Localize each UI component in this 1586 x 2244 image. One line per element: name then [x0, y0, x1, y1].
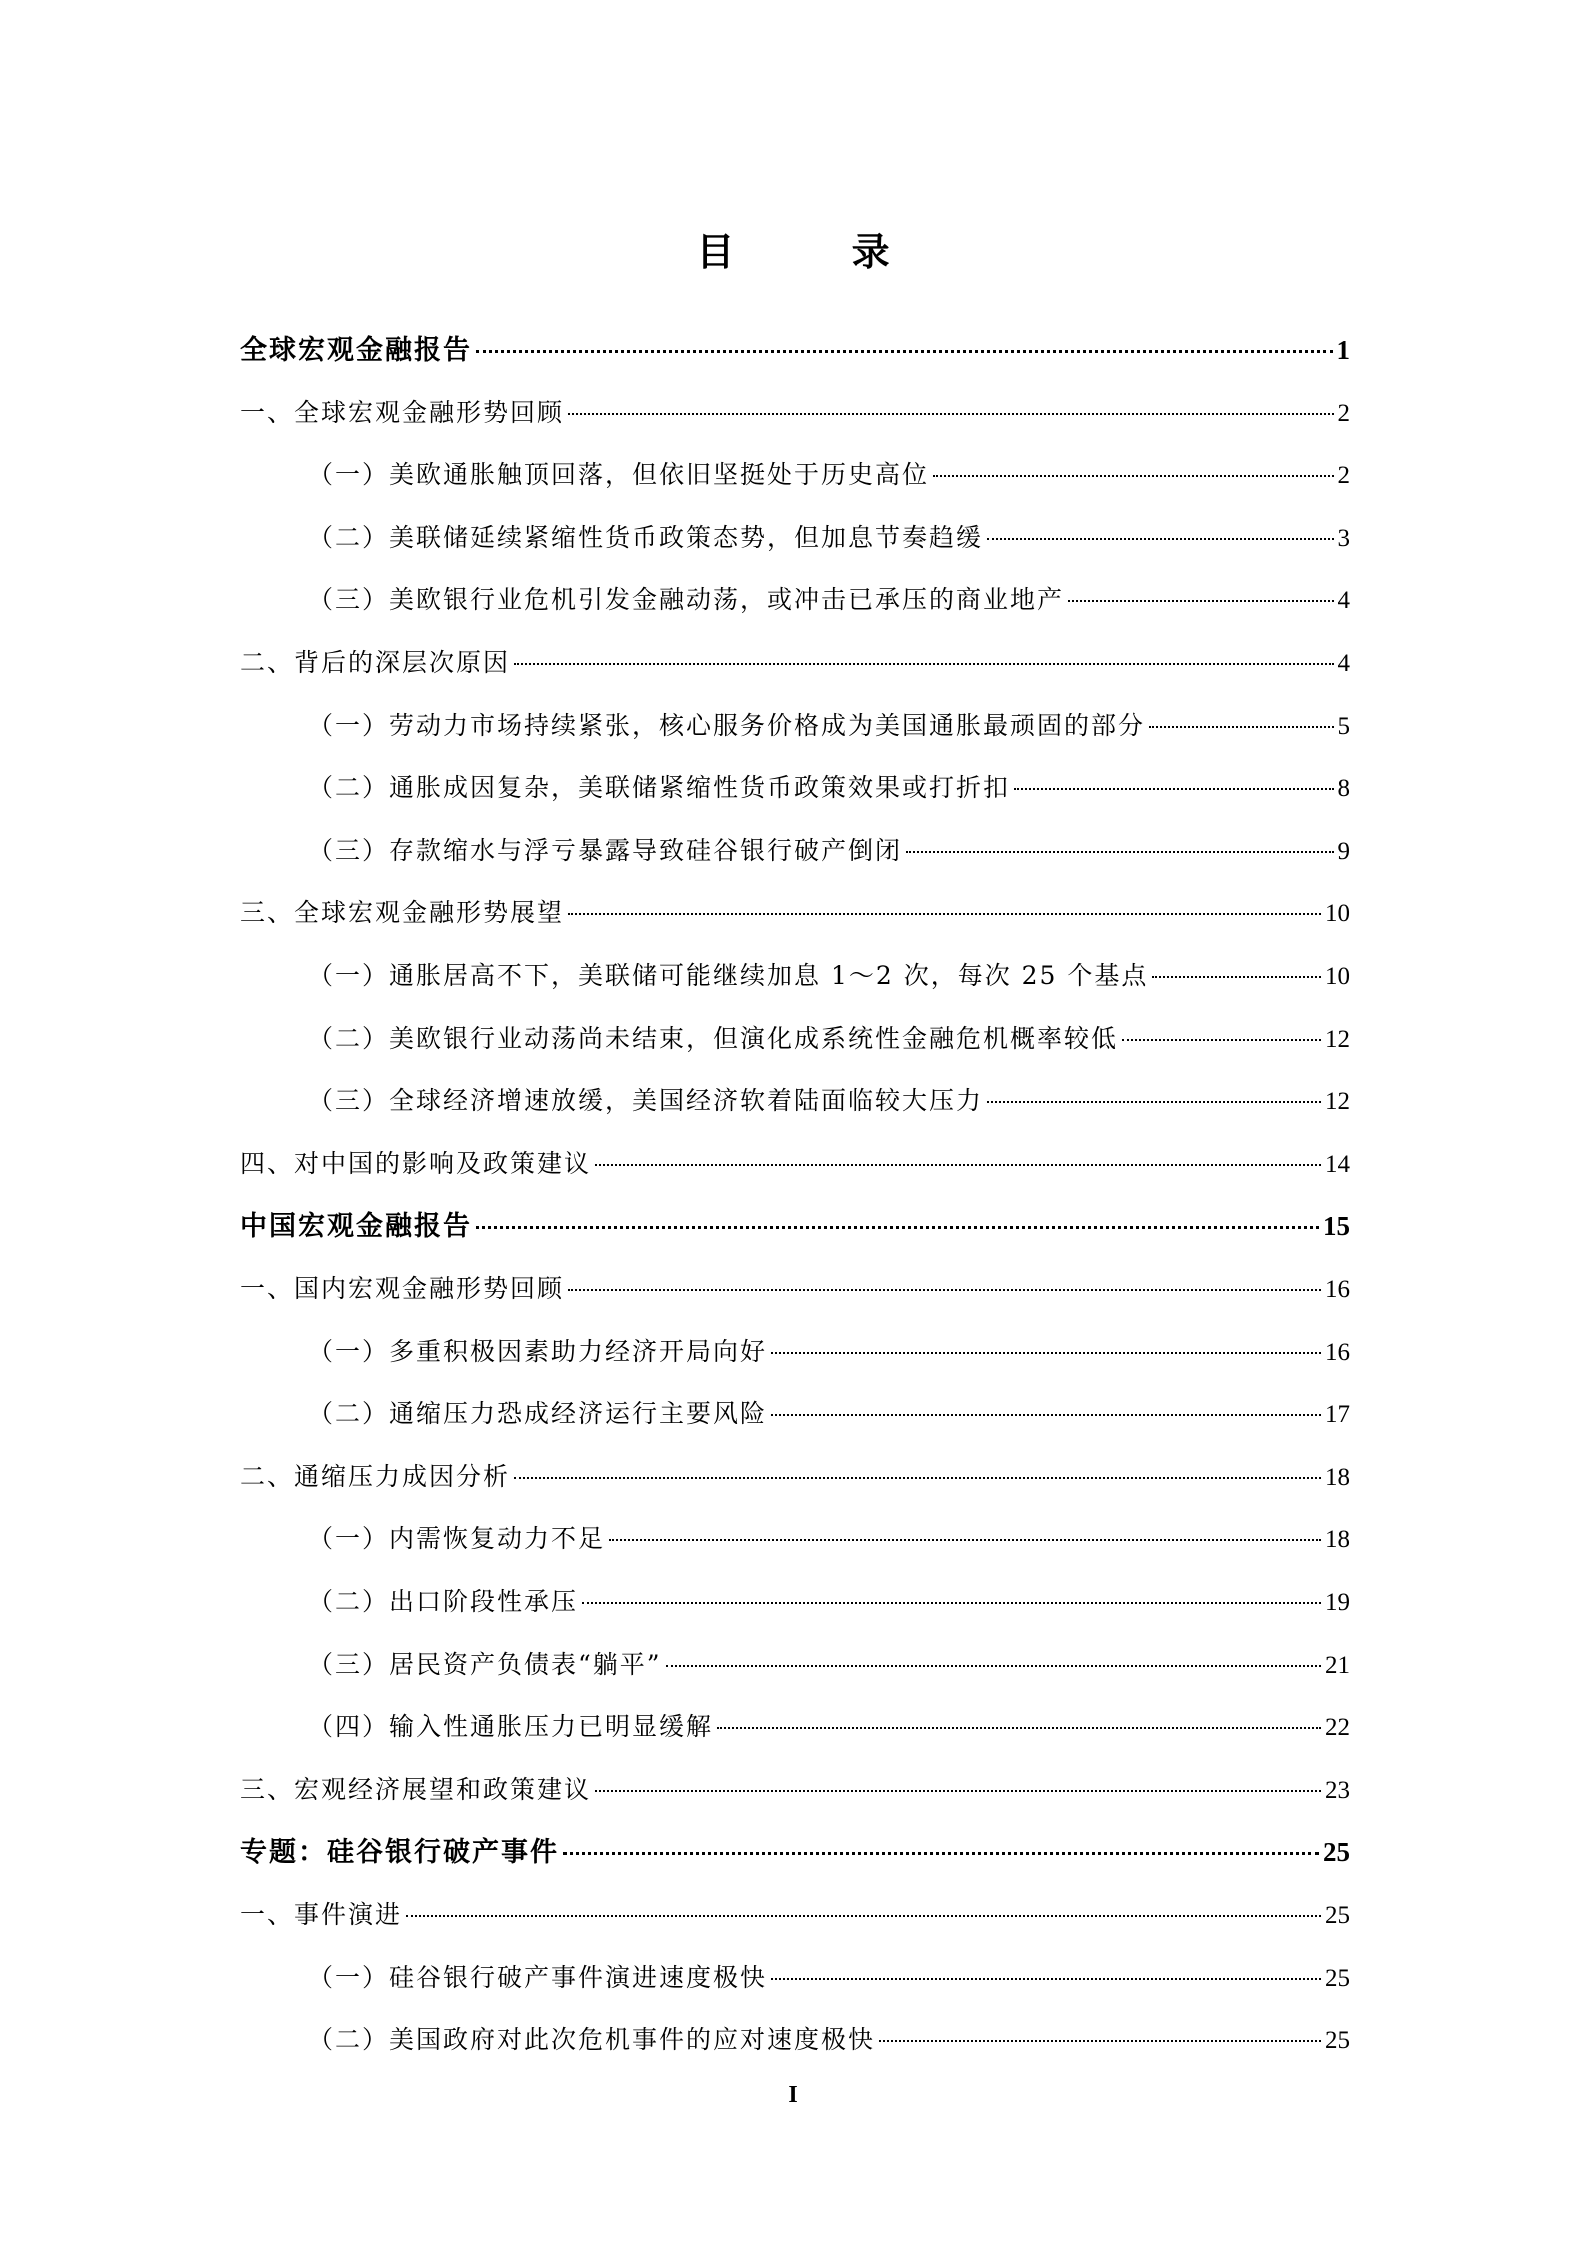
toc-dot-leader: [1014, 788, 1333, 790]
page-title: 目 录: [696, 229, 942, 274]
toc-entry-label: （一）硅谷银行破产事件演进速度极快: [308, 1962, 768, 1992]
toc-entry-page: 16: [1325, 1338, 1350, 1366]
toc-dot-leader: [514, 1477, 1321, 1479]
toc-dot-leader: [771, 1978, 1321, 1980]
toc-entry-label: （二）美欧银行业动荡尚未结束，但演化成系统性金融危机概率较低: [308, 1023, 1119, 1053]
toc-section-entry[interactable]: [240, 1457, 1350, 1497]
toc-entry-page: 18: [1325, 1526, 1350, 1554]
toc-section-entry[interactable]: [240, 1144, 1350, 1184]
toc-entry-label: （三）居民资产负债表“躺平”: [308, 1649, 662, 1679]
toc-entry-page: 1: [1336, 335, 1350, 365]
toc-subsection-entry[interactable]: [308, 2020, 1350, 2060]
toc-entry-page: 5: [1337, 712, 1350, 740]
toc-subsection-entry[interactable]: [308, 1394, 1350, 1434]
toc-entry-label: （二）美国政府对此次危机事件的应对速度极快: [308, 2025, 876, 2055]
toc-section-entry[interactable]: [240, 1269, 1350, 1309]
toc-entry-page: 23: [1325, 1776, 1350, 1804]
toc-entry-page: 19: [1325, 1589, 1350, 1616]
toc-entry-label: （一）劳动力市场持续紧张，核心服务价格成为美国通胀最顽固的部分: [308, 710, 1146, 740]
toc-dot-leader: [568, 413, 1333, 415]
toc-dot-leader: [609, 1539, 1321, 1541]
toc-entry-page: 25: [1325, 1964, 1350, 1992]
toc-dot-leader: [933, 475, 1333, 477]
toc-section-entry[interactable]: [240, 393, 1350, 433]
toc-dot-leader: [771, 1414, 1321, 1416]
toc-entry-label: 中国宏观金融报告: [240, 1211, 472, 1243]
toc-dot-leader: [582, 1602, 1321, 1604]
toc-entry-label: （二）出口阶段性承压: [308, 1587, 579, 1616]
toc-entry-label: （二）通胀成因复杂，美联储紧缩性货币政策效果或打折扣: [308, 773, 1011, 803]
toc-dot-leader: [595, 1164, 1321, 1166]
toc-entry-label: （四）输入性通胀压力已明显缓解: [308, 1712, 714, 1742]
toc-dot-leader: [568, 1289, 1321, 1291]
toc-entry-page: 3: [1337, 524, 1350, 552]
toc-dot-leader: [666, 1665, 1321, 1667]
toc-entry-label: 专题：硅谷银行破产事件: [240, 1837, 559, 1869]
toc-entry-label: 全球宏观金融报告: [240, 335, 472, 366]
toc-subsection-entry[interactable]: [308, 1519, 1350, 1559]
toc-entry-page: 10: [1325, 900, 1350, 928]
toc-part-entry[interactable]: [240, 1832, 1350, 1872]
toc-dot-leader: [568, 913, 1321, 915]
toc-dot-leader: [879, 2040, 1321, 2042]
toc-entry-page: 12: [1325, 1088, 1350, 1116]
toc-entry-page: 15: [1323, 1211, 1350, 1242]
toc-subsection-entry[interactable]: [308, 706, 1350, 746]
toc-entry-page: 16: [1325, 1276, 1350, 1303]
toc-entry-label: 一、事件演进: [240, 1900, 403, 1929]
toc-dot-leader: [906, 851, 1333, 853]
toc-entry-label: （一）多重积极因素助力经济开局向好: [308, 1336, 768, 1366]
toc-entry-label: 三、宏观经济展望和政策建议: [240, 1774, 592, 1804]
toc-entry-page: 18: [1325, 1463, 1350, 1491]
toc-entry-page: 8: [1337, 775, 1350, 803]
toc-entry-label: （三）全球经济增速放缓，美国经济软着陆面临较大压力: [308, 1086, 984, 1116]
toc-entry-label: 四、对中国的影响及政策建议: [240, 1148, 592, 1178]
toc-entry-page: 4: [1337, 587, 1350, 615]
toc-subsection-entry[interactable]: [308, 956, 1350, 996]
toc-dot-leader: [514, 663, 1333, 665]
toc-dot-leader: [406, 1915, 1321, 1917]
toc-subsection-entry[interactable]: [308, 1582, 1350, 1622]
toc-entry-label: （一）通胀居高不下，美联储可能继续加息 1～2 次，每次 25 个基点: [308, 961, 1149, 990]
toc-dot-leader: [987, 538, 1333, 540]
toc-entry-page: 2: [1337, 399, 1350, 427]
toc-entry-page: 21: [1325, 1651, 1350, 1679]
toc-subsection-entry[interactable]: [308, 1707, 1350, 1747]
toc-dot-leader: [717, 1727, 1321, 1729]
toc-entry-label: 一、全球宏观金融形势回顾: [240, 397, 565, 427]
toc-entry-label: （三）存款缩水与浮亏暴露导致硅谷银行破产倒闭: [308, 835, 903, 865]
toc-part-entry[interactable]: [240, 330, 1350, 370]
toc-dot-leader: [476, 350, 1333, 353]
toc-subsection-entry[interactable]: [308, 1019, 1350, 1059]
toc-subsection-entry[interactable]: [308, 1958, 1350, 1998]
toc-entry-page: 12: [1325, 1025, 1350, 1053]
toc-dot-leader: [1122, 1039, 1321, 1041]
toc-entry-label: 二、通缩压力成因分析: [240, 1461, 511, 1491]
toc-entry-label: 三、全球宏观金融形势展望: [240, 898, 565, 928]
toc-entry-label: （三）美欧银行业危机引发金融动荡，或冲击已承压的商业地产: [308, 585, 1065, 615]
toc-subsection-entry[interactable]: [308, 831, 1350, 871]
toc-entry-page: 9: [1337, 837, 1350, 865]
toc-entry-label: （二）通缩压力恐成经济运行主要风险: [308, 1399, 768, 1429]
toc-entry-page: 25: [1325, 1902, 1350, 1929]
toc-subsection-entry[interactable]: [308, 768, 1350, 808]
toc-entry-page: 25: [1325, 2027, 1350, 2055]
toc-dot-leader: [771, 1352, 1321, 1354]
toc-dot-leader: [1152, 976, 1321, 978]
toc-entry-label: 二、背后的深层次原因: [240, 648, 511, 677]
toc-dot-leader: [595, 1790, 1321, 1792]
toc-dot-leader: [1149, 726, 1333, 728]
toc-entry-label: 一、国内宏观金融形势回顾: [240, 1274, 565, 1303]
toc-entry-page: 4: [1337, 650, 1350, 677]
toc-entry-page: 25: [1323, 1837, 1350, 1868]
toc-subsection-entry[interactable]: [308, 455, 1350, 495]
toc-entry-page: 17: [1325, 1401, 1350, 1429]
page-number: I: [788, 2082, 798, 2108]
toc-entry-label: （一）美欧通胀触顶回落，但依旧坚挺处于历史高位: [308, 460, 930, 490]
toc-subsection-entry[interactable]: [308, 1332, 1350, 1372]
toc-dot-leader: [563, 1852, 1319, 1855]
toc-entry-page: 14: [1325, 1150, 1350, 1178]
toc-entry-label: （一）内需恢复动力不足: [308, 1524, 606, 1554]
toc-section-entry[interactable]: [240, 893, 1350, 933]
toc-part-entry[interactable]: [240, 1206, 1350, 1246]
toc-subsection-entry[interactable]: [308, 518, 1350, 558]
toc-subsection-entry[interactable]: [308, 580, 1350, 620]
toc-entry-page: 2: [1337, 462, 1350, 490]
toc-entry-page: 22: [1325, 1714, 1350, 1742]
toc-subsection-entry[interactable]: [308, 1081, 1350, 1121]
toc-section-entry[interactable]: [240, 1895, 1350, 1935]
toc-entry-label: （二）美联储延续紧缩性货币政策态势，但加息节奏趋缓: [308, 522, 984, 552]
toc-dot-leader: [476, 1226, 1319, 1229]
toc-dot-leader: [987, 1101, 1321, 1103]
toc-section-entry[interactable]: [240, 1770, 1350, 1810]
toc-dot-leader: [1068, 600, 1333, 602]
toc-section-entry[interactable]: [240, 643, 1350, 683]
toc-subsection-entry[interactable]: [308, 1645, 1350, 1685]
toc-entry-page: 10: [1325, 963, 1350, 990]
